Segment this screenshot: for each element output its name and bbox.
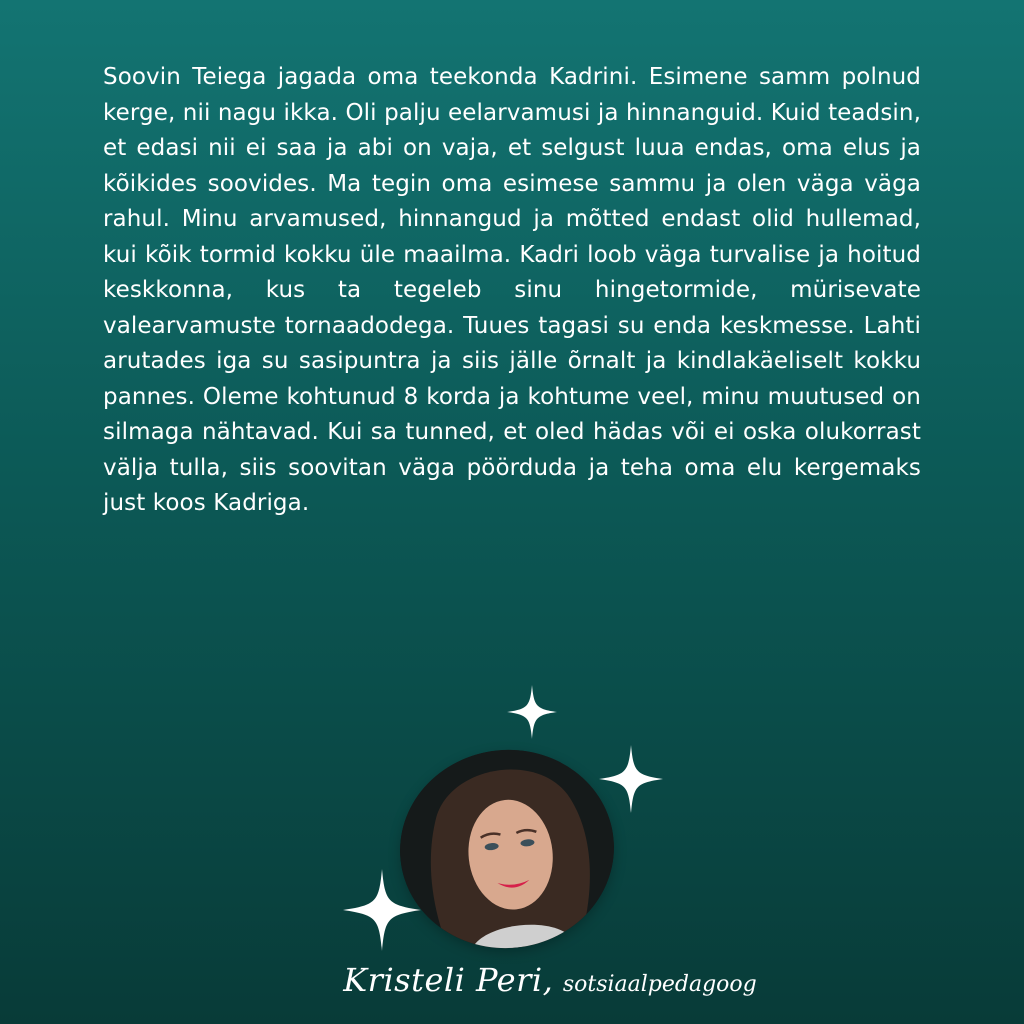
author-signature <box>310 950 790 1015</box>
author-photo <box>390 739 624 958</box>
sparkle-icon <box>598 744 664 814</box>
sparkle-icon <box>506 684 558 740</box>
author-role: sotsiaalpedagoog <box>562 972 757 997</box>
author-name: Kristeli Peri, <box>343 961 554 999</box>
testimonial-text: Soovin Teiega jagada oma teekonda Kadrini. Esimene samm polnud kerge, nii nagu ikka. Oli palju eelarvamusi ja hinnanguid. Kuid teadsin, et edasi nii ei saa ja abi on vaja, et selgust luua endas, oma elus ja kõikides soovides. Ma tegin oma esimese sammu ja olen väga väga rahul. Minu arvamused, hinnangud ja mõtted endast olid hullemad, kui kõik tormid kokku üle maailma. Kadri loob väga turvalise ja hoitud keskkonna, kus ta tegeleb sinu hingetormide, mürisevate valearvamuste tornaadodega. Tuues tagasi su enda keskmesse. Lahti arutades iga su sasipuntra ja siis jälle õrnalt ja kindlakäeliselt kokku pannes. Oleme kohtunud 8 korda ja kohtume veel, minu muutused on silmaga nähtavad. Kui sa tunned, et oled hädas või ei oska olukorrast välja tulla, siis soovitan väga pöörduda ja teha oma elu kergemaks just koos Kadriga. <box>103 64 921 516</box>
